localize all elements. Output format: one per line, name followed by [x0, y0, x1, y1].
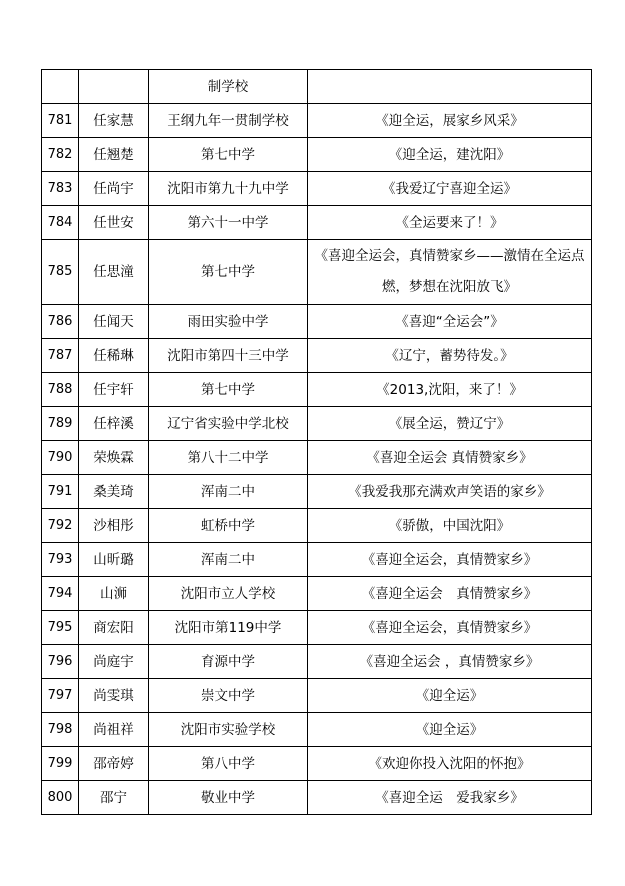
cell-school: 沈阳市实验学校: [149, 713, 308, 747]
cell-title: 《我爱我那充满欢声笑语的家乡》: [308, 475, 592, 509]
cell-number: 790: [42, 441, 79, 475]
cell-title: 《迎全运》: [308, 679, 592, 713]
cell-number: 792: [42, 509, 79, 543]
cell-name: 任思潼: [79, 240, 149, 305]
cell-title: 《全运要来了！》: [308, 206, 592, 240]
cell-school: 育源中学: [149, 645, 308, 679]
table-row: [42, 543, 592, 577]
table-row: [42, 138, 592, 172]
cell-title: 《我爱辽宁喜迎全运》: [308, 172, 592, 206]
cell-name: 商宏阳: [79, 611, 149, 645]
table-row: [42, 747, 592, 781]
cell-title: [308, 70, 592, 104]
cell-title: 《喜迎全运会，真情赞家乡》: [308, 543, 592, 577]
table-row: [42, 441, 592, 475]
cell-school: 第七中学: [149, 138, 308, 172]
cell-name: 任稀琳: [79, 339, 149, 373]
cell-number: 789: [42, 407, 79, 441]
cell-title-text: 《喜迎全运会，真情赞家乡——激情在全运点燃，梦想在沈阳放飞》: [314, 248, 585, 295]
cell-school: 第七中学: [149, 373, 308, 407]
cell-number: 784: [42, 206, 79, 240]
cell-number: 799: [42, 747, 79, 781]
cell-number: 783: [42, 172, 79, 206]
table-row: [42, 509, 592, 543]
cell-title: 《喜迎全运会 ，真情赞家乡》: [308, 645, 592, 679]
cell-number: 781: [42, 104, 79, 138]
cell-number: 788: [42, 373, 79, 407]
table-row: [42, 713, 592, 747]
table-row: [42, 206, 592, 240]
cell-school: 崇文中学: [149, 679, 308, 713]
cell-title: 《喜迎全运会 真情赞家乡》: [308, 441, 592, 475]
cell-school: 辽宁省实验中学北校: [149, 407, 308, 441]
cell-school: 虹桥中学: [149, 509, 308, 543]
cell-title: 《喜迎“全运会”》: [308, 305, 592, 339]
cell-school: 第八十二中学: [149, 441, 308, 475]
cell-name: 荣焕霖: [79, 441, 149, 475]
cell-name: 尚雯琪: [79, 679, 149, 713]
cell-name: 任世安: [79, 206, 149, 240]
table-row: [42, 475, 592, 509]
table-row: [42, 373, 592, 407]
cell-school: 沈阳市立人学校: [149, 577, 308, 611]
cell-number: 785: [42, 240, 79, 305]
cell-number: 800: [42, 781, 79, 815]
cell-school: 沈阳市第119中学: [149, 611, 308, 645]
cell-title: [308, 240, 592, 305]
cell-name: 尚祖祥: [79, 713, 149, 747]
cell-school: 第六十一中学: [149, 206, 308, 240]
cell-title: 《迎全运》: [308, 713, 592, 747]
cell-number: 795: [42, 611, 79, 645]
cell-name: 尚庭宇: [79, 645, 149, 679]
cell-name: [79, 70, 149, 104]
cell-school: 第八中学: [149, 747, 308, 781]
cell-title: 《喜迎全运会 真情赞家乡》: [308, 577, 592, 611]
cell-name: 任家慧: [79, 104, 149, 138]
cell-name: 山昕璐: [79, 543, 149, 577]
cell-name: 任翘楚: [79, 138, 149, 172]
cell-title: 《喜迎全运 爱我家乡》: [308, 781, 592, 815]
roster-table: [41, 69, 592, 815]
cell-name: 任宇轩: [79, 373, 149, 407]
cell-school: 沈阳市第四十三中学: [149, 339, 308, 373]
cell-school: 浑南二中: [149, 543, 308, 577]
cell-number: 791: [42, 475, 79, 509]
cell-number: 794: [42, 577, 79, 611]
cell-number: 787: [42, 339, 79, 373]
cell-school: 敬业中学: [149, 781, 308, 815]
cell-title: 《喜迎全运会，真情赞家乡》: [308, 611, 592, 645]
table-row: [42, 407, 592, 441]
table-row: [42, 339, 592, 373]
cell-school: 浑南二中: [149, 475, 308, 509]
cell-number: [42, 70, 79, 104]
cell-name: 任闻天: [79, 305, 149, 339]
cell-name: 桑美琦: [79, 475, 149, 509]
cell-number: 797: [42, 679, 79, 713]
cell-title: 《迎全运，展家乡风采》: [308, 104, 592, 138]
cell-title: 《骄傲，中国沈阳》: [308, 509, 592, 543]
table-row: [42, 305, 592, 339]
cell-name: 沙相彤: [79, 509, 149, 543]
cell-title: 《2013,沈阳，来了！》: [308, 373, 592, 407]
cell-name: 任尚宇: [79, 172, 149, 206]
cell-number: 798: [42, 713, 79, 747]
cell-name: 山浉: [79, 577, 149, 611]
table-row: [42, 240, 592, 305]
cell-school: 第七中学: [149, 240, 308, 305]
table-row: [42, 781, 592, 815]
cell-school: 沈阳市第九十九中学: [149, 172, 308, 206]
cell-name: 邵帝婷: [79, 747, 149, 781]
table-row: [42, 172, 592, 206]
cell-school: 王纲九年一贯制学校: [149, 104, 308, 138]
cell-number: 782: [42, 138, 79, 172]
table-row: [42, 679, 592, 713]
cell-title: 《展全运，赞辽宁》: [308, 407, 592, 441]
cell-number: 796: [42, 645, 79, 679]
cell-title: 《迎全运，建沈阳》: [308, 138, 592, 172]
table-row: [42, 645, 592, 679]
cell-name: 邵宁: [79, 781, 149, 815]
cell-school: 制学校: [149, 70, 308, 104]
cell-number: 786: [42, 305, 79, 339]
table-row-continuation: [42, 70, 592, 104]
cell-school: 雨田实验中学: [149, 305, 308, 339]
cell-number: 793: [42, 543, 79, 577]
table-row: [42, 104, 592, 138]
cell-name: 任梓溪: [79, 407, 149, 441]
cell-title: 《欢迎你投入沈阳的怀抱》: [308, 747, 592, 781]
table-row: [42, 611, 592, 645]
table-row: [42, 577, 592, 611]
cell-title: 《辽宁，蓄势待发。》: [308, 339, 592, 373]
